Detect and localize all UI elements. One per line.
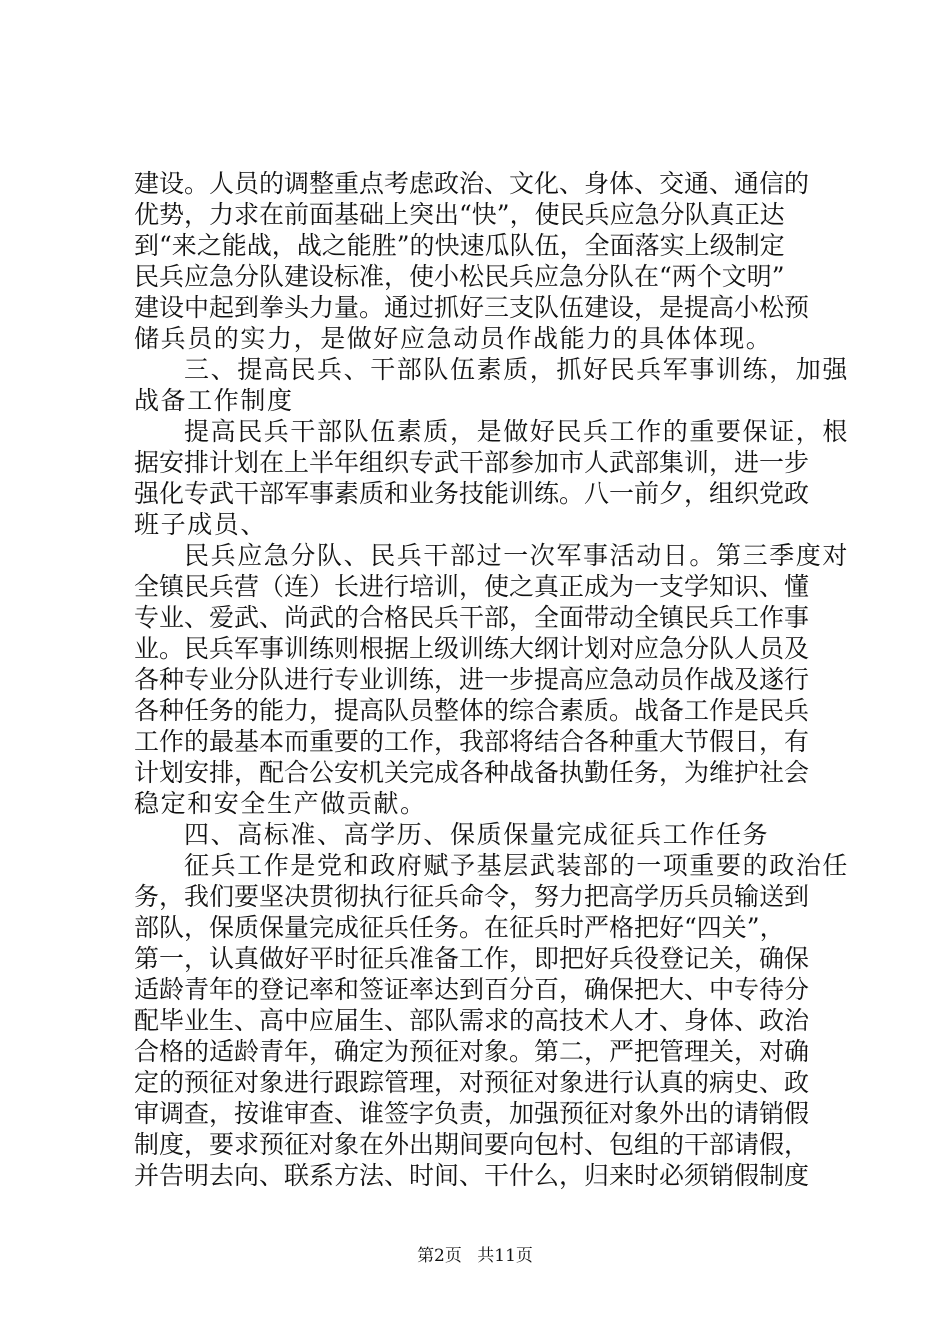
text-line: 全镇民兵营（连）长进行培训，使之真正成为一支学知识、懂 bbox=[134, 572, 810, 601]
page-footer bbox=[0, 1241, 950, 1266]
text-line: 据安排计划在上半年组织专武干部参加市人武部集训，进一步 bbox=[134, 448, 810, 477]
text-line: 征兵工作是党和政府赋予基层武装部的一项重要的政治任 bbox=[184, 851, 850, 880]
text-line: 稳定和安全生产做贡献。 bbox=[134, 789, 427, 818]
text-line: 建设。人员的调整重点考虑政治、文化、身体、交通、通信的 bbox=[134, 169, 810, 198]
text-line: 提高民兵干部队伍素质，是做好民兵工作的重要保证，根 bbox=[184, 417, 850, 446]
text-line: 各种任务的能力，提高队员整体的综合素质。战备工作是民兵 bbox=[134, 696, 810, 725]
text-line: 班子成员、 bbox=[134, 510, 268, 539]
text-line: 并告明去向、联系方法、时间、干什么，归来时必须销假制度 bbox=[134, 1161, 810, 1190]
text-line: 强化专武干部军事素质和业务技能训练。八一前夕，组织党政 bbox=[134, 479, 810, 508]
text-line: 业。民兵军事训练则根据上级训练大纲计划对应急分队人员及 bbox=[134, 634, 810, 663]
text-line: 四、高标准、高学历、保质保量完成征兵工作任务 bbox=[184, 820, 770, 849]
text-line: 储兵员的实力，是做好应急动员作战能力的具体体现。 bbox=[134, 324, 773, 353]
total-pages: 共11页 bbox=[477, 1246, 533, 1266]
text-line: 民兵应急分队、民兵干部过一次军事活动日。第三季度对 bbox=[184, 541, 850, 570]
text-line: 工作的最基本而重要的工作，我部将结合各种重大节假日，有 bbox=[134, 727, 810, 756]
body-text bbox=[134, 168, 850, 1191]
text-line: 战备工作制度 bbox=[134, 386, 294, 415]
text-line: 第一，认真做好平时征兵准备工作，即把好兵役登记关，确保 bbox=[134, 944, 810, 973]
text-line: 专业、爱武、尚武的合格民兵干部，全面带动全镇民兵工作事 bbox=[134, 603, 810, 632]
text-line: 部队，保质保量完成征兵任务。在征兵时严格把好“四关”， bbox=[134, 913, 785, 942]
text-line: 计划安排，配合公安机关完成各种战备执勤任务，为维护社会 bbox=[134, 758, 810, 787]
text-line: 定的预征对象进行跟踪管理，对预征对象进行认真的病史、政 bbox=[134, 1068, 810, 1097]
page-number: 第2页 bbox=[417, 1246, 462, 1266]
text-line: 到“来之能战，战之能胜”的快速瓜队伍，全面落实上级制定 bbox=[134, 231, 785, 260]
text-line: 优势，力求在前面基础上突出“快”，使民兵应急分队真正达 bbox=[134, 200, 785, 229]
text-line: 民兵应急分队建设标准，使小松民兵应急分队在“两个文明” bbox=[134, 262, 785, 291]
text-line: 适龄青年的登记率和签证率达到百分百，确保把大、中专待分 bbox=[134, 975, 810, 1004]
text-line: 制度，要求预征对象在外出期间要向包村、包组的干部请假， bbox=[134, 1130, 810, 1159]
text-line: 建设中起到拳头力量。通过抓好三支队伍建设，是提高小松预 bbox=[134, 293, 810, 322]
text-line: 配毕业生、高中应届生、部队需求的高技术人才、身体、政治 bbox=[134, 1006, 810, 1035]
text-line: 合格的适龄青年，确定为预征对象。第二，严把管理关，对确 bbox=[134, 1037, 810, 1066]
text-line: 务，我们要坚决贯彻执行征兵命令，努力把高学历兵员输送到 bbox=[134, 882, 810, 911]
text-line: 审调查，按谁审查、谁签字负责，加强预征对象外出的请销假 bbox=[134, 1099, 810, 1128]
text-line: 三、提高民兵、干部队伍素质，抓好民兵军事训练，加强 bbox=[184, 355, 850, 384]
text-line: 各种专业分队进行专业训练，进一步提高应急动员作战及遂行 bbox=[134, 665, 810, 694]
